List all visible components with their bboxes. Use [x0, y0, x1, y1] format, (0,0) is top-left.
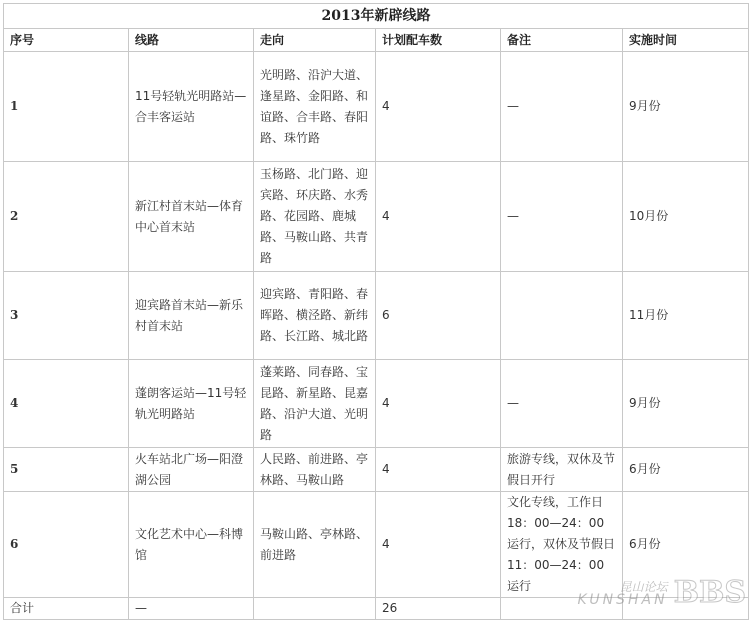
- row-time: 9月份: [623, 52, 749, 162]
- row-time: 9月份: [623, 360, 749, 448]
- row-direction: 人民路、前进路、亭林路、马鞍山路: [254, 448, 376, 492]
- row-note: —: [501, 52, 623, 162]
- row-vehicles: 6: [376, 272, 501, 360]
- table-row: [4, 162, 749, 272]
- watermark-cn: 昆山论坛: [619, 580, 668, 594]
- row-line: 11号轻轨光明路站—合丰客运站: [129, 52, 254, 162]
- title-row: [4, 4, 749, 29]
- row-line: 火车站北广场—阳澄湖公园: [129, 448, 254, 492]
- header-row: [4, 29, 749, 52]
- header-note: 备注: [501, 29, 623, 52]
- row-seq: 1: [4, 52, 129, 162]
- row-direction: 迎宾路、青阳路、春晖路、横泾路、新纬路、长江路、城北路: [254, 272, 376, 360]
- header-line: 线路: [129, 29, 254, 52]
- header-time: 实施时间: [623, 29, 749, 52]
- row-seq: 5: [4, 448, 129, 492]
- total-label: 合计: [4, 598, 129, 620]
- table-row: [4, 360, 749, 448]
- row-vehicles: 4: [376, 492, 501, 598]
- header-direction: 走向: [254, 29, 376, 52]
- row-time: 6月份: [623, 448, 749, 492]
- row-seq: 2: [4, 162, 129, 272]
- row-note: —: [501, 162, 623, 272]
- row-line: 蓬朗客运站—11号轻轨光明路站: [129, 360, 254, 448]
- row-vehicles: 4: [376, 162, 501, 272]
- table-row: [4, 52, 749, 162]
- table-title: 2013年新辟线路: [4, 4, 749, 29]
- row-vehicles: 4: [376, 52, 501, 162]
- total-line: —: [129, 598, 254, 620]
- row-seq: 4: [4, 360, 129, 448]
- row-time: 6月份: [623, 492, 749, 598]
- row-time: 11月份: [623, 272, 749, 360]
- total-vehicles: 26: [376, 598, 501, 620]
- routes-table: [3, 3, 749, 620]
- row-direction: 玉杨路、北门路、迎宾路、环庆路、水秀路、花园路、鹿城路、马鞍山路、共青路: [254, 162, 376, 272]
- table-row: [4, 272, 749, 360]
- row-line: 文化艺术中心—科博馆: [129, 492, 254, 598]
- row-note: [501, 272, 623, 360]
- row-direction: 光明路、沿沪大道、逢星路、金阳路、和谊路、合丰路、春阳路、珠竹路: [254, 52, 376, 162]
- row-note: 文化专线，工作日18：00—24：00运行，双休及节假日11：00—24：00运行: [501, 492, 623, 598]
- row-seq: 3: [4, 272, 129, 360]
- row-time: 10月份: [623, 162, 749, 272]
- row-seq: 6: [4, 492, 129, 598]
- row-note: 旅游专线，双休及节假日开行: [501, 448, 623, 492]
- row-note: —: [501, 360, 623, 448]
- header-seq: 序号: [4, 29, 129, 52]
- watermark-bbs-logo: BBS: [673, 575, 746, 610]
- row-direction: 蓬莱路、同春路、宝昆路、新星路、昆嘉路、沿沪大道、光明路: [254, 360, 376, 448]
- header-vehicles: 计划配车数: [376, 29, 501, 52]
- row-vehicles: 4: [376, 448, 501, 492]
- row-line: 新江村首末站—体育中心首末站: [129, 162, 254, 272]
- table-row: [4, 492, 749, 598]
- row-direction: 马鞍山路、亭林路、前进路: [254, 492, 376, 598]
- row-vehicles: 4: [376, 360, 501, 448]
- watermark-en: KUNSHAN: [577, 592, 668, 608]
- table-row: [4, 448, 749, 492]
- row-line: 迎宾路首末站—新乐村首末站: [129, 272, 254, 360]
